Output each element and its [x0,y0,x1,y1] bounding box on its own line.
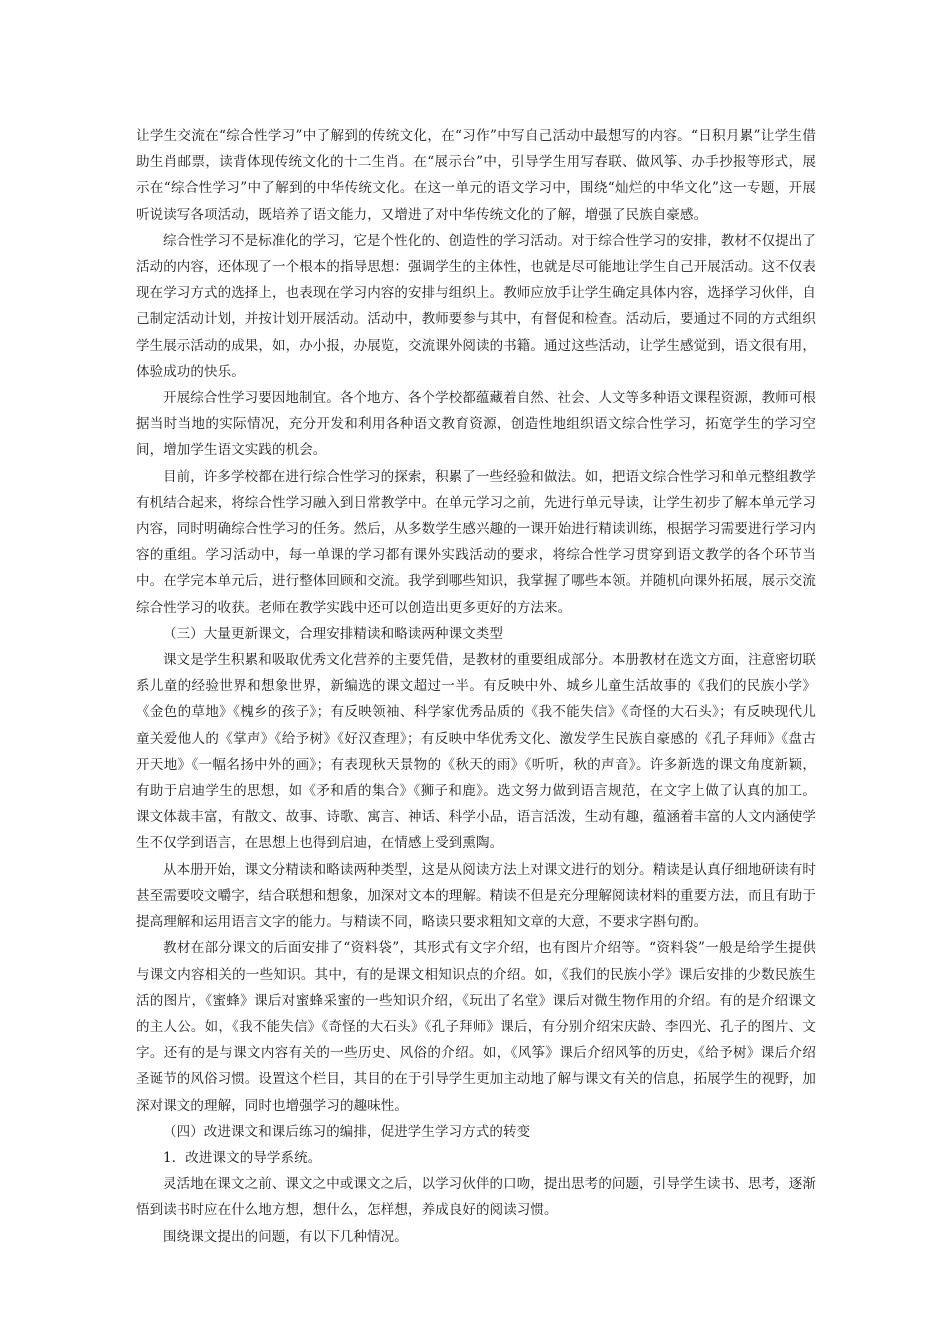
document-body [136,123,816,1250]
paragraph: 综合性学习不是标准化的学习，它是个性化的、创造性的学习活动。对于综合性学习的安排，教材不仅提出了活动的内容，还体现了一个根本的指导思想：强调学生的主体性，也就是尽可能地让学生自己开展活动。这不仅表现在学习方式的选择上，也表现在学习内容的安排与组织上。教师应放手让学生确定具体内容，选择学习伙伴，自己制定活动计划，并按计划开展活动。活动中，教师要参与其中，有督促和检查。活动后，要通过不同的方式组织学生展示活动的成果，如，办小报，办展览，交流课外阅读的书籍。通过这些活动，让学生感觉到，语文很有用，体验成功的快乐。 [136,232,816,380]
section-heading: （三）大量更新课文，合理安排精读和略读两种课文类型 [163,625,503,642]
paragraph: 课文是学生积累和吸取优秀文化营养的主要凭借，是教材的重要组成部分。本册教材在选文方面，注意密切联系儿童的经验世界和想象世界，新编选的课文超过一半。有反映中外、城乡儿童生活故事的《我们的民族小学》《金色的草地》《槐乡的孩子》；有反映领袖、科学家优秀品质的《我不能失信》《奇怪的大石头》；有反映现代儿童关爱他人的《掌声》《给予树》《好汉查理》；有反映中华优秀文化、激发学生民族自豪感的《孔子拜师》《盘古开天地》《一幅名扬中外的画》；有表现秋天景物的《秋天的雨》《听听，秋的声音》。许多新选的课文角度新颖，有助于启迪学生的思想，如《矛和盾的集合》《狮子和鹿》。选文努力做到语言规范，在文字上做了认真的加工。课文体裁丰富，有散文、故事、诗歌、寓言、神话、科学小品，语言活泼，生动有趣，蕴涵着丰富的人文内涵使学生不仅学到语言，在思想上也得到启迪，在情感上受到熏陶。 [136,652,816,852]
paragraph: 从本册开始，课文分精读和略读两种类型，这是从阅读方法上对课文进行的划分。精读是认真仔细地研读有时甚至需要咬文嚼字，结合联想和想象，加深对文本的理解。精读不但是充分理解阅读材料的重要方法，而且有助于提高理解和运用语言文字的能力。与精读不同，略读只要求粗知文章的大意，不要求字斟句酌。 [136,861,816,931]
paragraph: 让学生交流在“综合性学习”中了解到的传统文化，在“习作”中写自己活动中最想写的内容。“日积月累”让学生借助生肖邮票，读背体现传统文化的十二生肖。在“展示台”中，引导学生用写春联、做风筝、办手抄报等形式，展示在“综合性学习”中了解到的中华传统文化。在这一单元的语文学习中，围绕“灿烂的中华文化”这一专题，开展听说读写各项活动，既培养了语文能力，又增进了对中华传统文化的了解，增强了民族自豪感。 [136,128,816,223]
subsection-heading: 1．改进课文的导学系统。 [163,1149,322,1166]
paragraph: 灵活地在课文之前、课文之中或课文之后，以学习伙伴的口吻，提出思考的问题，引导学生读书、思考，逐渐悟到读书时应在什么地方想，想什么，怎样想，养成良好的阅读习惯。 [136,1176,816,1219]
paragraph: 教材在部分课文的后面安排了“资料袋”，其形式有文字介绍，也有图片介绍等。“资料袋”一般是给学生提供与课文内容相关的一些知识。其中，有的是课文相知识点的介绍。如，《我们的民族小学》课后安排的少数民族生活的图片，《蜜蜂》课后对蜜蜂采蜜的一些知识介绍，《玩出了名堂》课后对微生物作用的介绍。有的是介绍课文的主人公。如，《我不能失信》《奇怪的大石头》《孔子拜师》课后，有分别介绍宋庆龄、李四光、孔子的图片、文字。还有的是与课文内容有关的一些历史、风俗的介绍。如，《风筝》课后介绍风筝的历史，《给予树》课后介绍圣诞节的风俗习惯。设置这个栏目，其目的在于引导学生更加主动地了解与课文有关的信息，拓展学生的视野，加深对课文的理解，同时也增强学习的趣味性。 [136,940,816,1114]
paragraph: 围绕课文提出的问题，有以下几种情况。 [163,1228,408,1245]
paragraph: 开展综合性学习要因地制宜。各个地方、各个学校都蕴藏着自然、社会、人文等多种语文课程资源，教师可根据当时当地的实际情况，充分开发和利用各种语文教育资源，创造性地组织语文综合性学习，拓宽学生的学习空间，增加学生语文实践的机会。 [136,390,816,459]
section-heading: （四）改进课文和课后练习的编排，促进学生学习方式的转变 [163,1123,531,1140]
paragraph: 目前，许多学校都在进行综合性学习的探索，积累了一些经验和做法。如，把语文综合性学习和单元整组教学有机结合起来，将综合性学习融入到日常教学中。在单元学习之前，先进行单元导读，让学生初步了解本单元学习内容，同时明确综合性学习的任务。然后，从多数学生感兴趣的一课开始进行精读训练，根据学习需要进行学习内容的重组。学习活动中，每一单课的学习都有课外实践活动的要求，将综合性学习贯穿到语文教学的各个环节当中。在学完本单元后，进行整体回顾和交流。我学到哪些知识，我掌握了哪些本领。并随机向课外拓展，展示交流综合性学习的收获。老师在教学实践中还可以创造出更多更好的方法来。 [136,468,816,616]
